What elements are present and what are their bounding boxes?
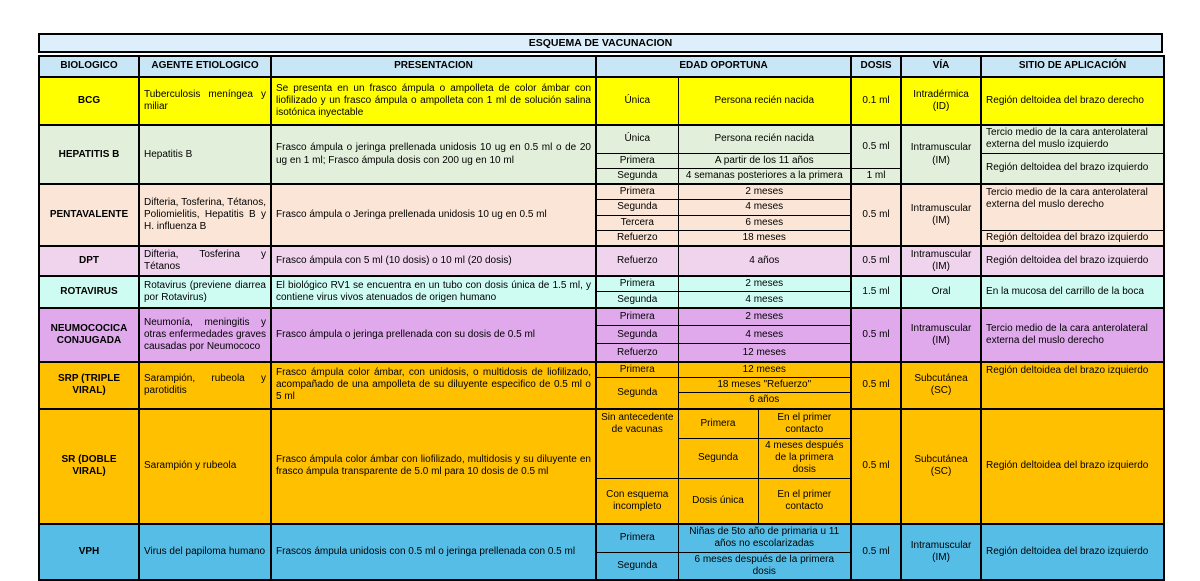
site-cell: Región deltoidea del brazo derecho <box>981 77 1164 125</box>
site-cell: Región deltoidea del brazo izquierdo <box>981 230 1164 246</box>
schedule-label-cell: Primera <box>596 184 678 200</box>
schedule-label-cell: Refuerzo <box>596 230 678 246</box>
row-bcg <box>39 77 1164 125</box>
schedule-label-cell: Segunda <box>596 326 678 344</box>
schedule-value-cell: 12 meses <box>678 362 851 378</box>
route-cell: Oral <box>901 276 981 308</box>
agent-cell: Difteria, Tosferina, Tétanos, Poliomielitis, Hepatitis B y H. influenza B <box>139 184 271 246</box>
vaccine-name: HEPATITIS B <box>39 125 139 184</box>
column-header-agente: AGENTE ETIOLOGICO <box>139 56 271 77</box>
schedule-value-cell: 12 meses <box>678 344 851 362</box>
schedule-group-cell: Sin antecedente de vacunas <box>596 409 678 479</box>
site-cell: Región deltoidea del brazo izquierdo <box>981 246 1164 276</box>
schedule-value-cell: 4 meses <box>678 200 851 215</box>
dose-cell: 0.5 ml <box>851 246 901 276</box>
vaccine-name: PENTAVALENTE <box>39 184 139 246</box>
header-row <box>39 56 1164 77</box>
row-hepatitis-b <box>39 125 1164 153</box>
route-cell: Intramuscular (IM) <box>901 125 981 184</box>
row-vph <box>39 524 1164 552</box>
dose-cell: 0.1 ml <box>851 77 901 125</box>
vaccination-schedule-sheet <box>38 33 1165 581</box>
route-cell: Subcutánea (SC) <box>901 362 981 409</box>
schedule-value-cell: 2 meses <box>678 276 851 292</box>
schedule-value-cell: 6 años <box>678 393 851 409</box>
column-header-biologico: BIOLOGICO <box>39 56 139 77</box>
schedule-label-cell: Refuerzo <box>596 246 678 276</box>
agent-cell: Difteria, Tosferina y Tétanos <box>139 246 271 276</box>
row-srp <box>39 362 1164 378</box>
row-sr <box>39 409 1164 439</box>
presentation-cell: Frasco ámpula o Jeringa prellenada unidosis 10 ug en 0.5 ml <box>271 184 596 246</box>
presentation-cell: Frasco ámpula o jeringa prellenada unidosis 10 ug en 0.5 ml o de 20 ug en 1 ml; Frasco ámpula dosis con 200 ug en 10 ml <box>271 125 596 184</box>
schedule-value-cell: 4 semanas posteriores a la primera <box>678 168 851 184</box>
schedule-value-cell: 6 meses después de la primera dosis <box>678 552 851 580</box>
schedule-value-cell: 4 años <box>678 246 851 276</box>
schedule-label-cell: Segunda <box>596 200 678 215</box>
schedule-label-cell: Primera <box>596 524 678 552</box>
agent-cell: Sarampión, rubeola y parotiditis <box>139 362 271 409</box>
row-neumococica <box>39 308 1164 326</box>
schedule-value-cell: 6 meses <box>678 215 851 230</box>
route-cell: Intramuscular (IM) <box>901 308 981 362</box>
schedule-label-cell: Primera <box>596 308 678 326</box>
schedule-label-cell: Segunda <box>596 168 678 184</box>
agent-cell: Rotavirus (previene diarrea por Rotavirus) <box>139 276 271 308</box>
schedule-label-cell: Primera <box>678 409 758 439</box>
schedule-label-cell: Única <box>596 125 678 153</box>
row-pentavalente <box>39 184 1164 200</box>
vaccine-name: ROTAVIRUS <box>39 276 139 308</box>
presentation-cell: Frasco ámpula color ámbar, con unidosis, o multidosis de liofilizado, acompañado de una ampolleta de su diluyente especifico de 0.5 ml o 5 ml <box>271 362 596 409</box>
site-cell: Región deltoidea del brazo izquierdo <box>981 362 1164 409</box>
schedule-label-cell: Tercera <box>596 215 678 230</box>
vaccine-name: BCG <box>39 77 139 125</box>
schedule-group-cell: Con esquema incompleto <box>596 478 678 524</box>
column-header-edad: EDAD OPORTUNA <box>596 56 851 77</box>
presentation-cell: Frasco ámpula color ámbar con liofilizado, multidosis y su diluyente en frasco ámpula transparente de 5.0 ml para 10 dosis de 0.5 ml <box>271 409 596 525</box>
route-cell: Subcutánea (SC) <box>901 409 981 525</box>
schedule-value-cell: 4 meses después de la primera dosis <box>758 439 851 479</box>
schedule-value-cell: A partir de los 11 años <box>678 153 851 168</box>
schedule-label-cell: Primera <box>596 276 678 292</box>
vaccine-name: SRP (TRIPLE VIRAL) <box>39 362 139 409</box>
dose-cell: 0.5 ml <box>851 409 901 525</box>
presentation-cell: Se presenta en un frasco ámpula o ampolleta de color ámbar con liofilizado y un frasco ámpula o ampolleta con 1 ml de solución salina isotónica inyectable <box>271 77 596 125</box>
schedule-label-cell: Dosis única <box>678 478 758 524</box>
schedule-label-cell: Segunda <box>596 552 678 580</box>
dose-cell: 0.5 ml <box>851 524 901 580</box>
schedule-label-cell: Refuerzo <box>596 344 678 362</box>
site-cell: Tercio medio de la cara anterolateral externa del muslo derecho <box>981 184 1164 230</box>
dose-cell: 0.5 ml <box>851 125 901 168</box>
dose-cell: 0.5 ml <box>851 308 901 362</box>
agent-cell: Neumonía, meningitis y otras enfermedades graves causadas por Neumococo <box>139 308 271 362</box>
presentation-cell: Frasco ámpula o jeringa prellenada con su dosis de 0.5 ml <box>271 308 596 362</box>
site-cell: Tercio medio de la cara anterolateral externa del muslo derecho <box>981 308 1164 362</box>
route-cell: Intradérmica (ID) <box>901 77 981 125</box>
column-header-via: VÍA <box>901 56 981 77</box>
column-header-dosis: DOSIS <box>851 56 901 77</box>
row-dpt <box>39 246 1164 276</box>
dose-cell: 0.5 ml <box>851 184 901 246</box>
schedule-label-cell: Segunda <box>596 292 678 308</box>
agent-cell: Tuberculosis meníngea y miliar <box>139 77 271 125</box>
schedule-value-cell: 4 meses <box>678 292 851 308</box>
vaccine-name: NEUMOCOCICA CONJUGADA <box>39 308 139 362</box>
dose-cell: 0.5 ml <box>851 362 901 409</box>
schedule-value-cell: 18 meses <box>678 230 851 246</box>
schedule-label-cell: Segunda <box>678 439 758 479</box>
vaccine-name: SR (DOBLE VIRAL) <box>39 409 139 525</box>
vaccine-name: DPT <box>39 246 139 276</box>
schedule-value-cell: Persona recién nacida <box>678 77 851 125</box>
schedule-value-cell: En el primer contacto <box>758 409 851 439</box>
schedule-value-cell: 2 meses <box>678 308 851 326</box>
schedule-value-cell: 2 meses <box>678 184 851 200</box>
route-cell: Intramuscular (IM) <box>901 184 981 246</box>
site-cell: Región deltoidea del brazo izquierdo <box>981 524 1164 580</box>
schedule-label-cell: Única <box>596 77 678 125</box>
column-header-sitio: SITIO DE APLICACIÓN <box>981 56 1164 77</box>
schedule-label-cell: Primera <box>596 362 678 378</box>
site-cell: Región deltoidea del brazo izquierdo <box>981 409 1164 525</box>
agent-cell: Hepatitis B <box>139 125 271 184</box>
schedule-value-cell: En el primer contacto <box>758 478 851 524</box>
vaccination-table <box>38 55 1165 581</box>
presentation-cell: Frasco ámpula con 5 ml (10 dosis) o 10 ml (20 dosis) <box>271 246 596 276</box>
column-header-presentacion: PRESENTACION <box>271 56 596 77</box>
route-cell: Intramuscular (IM) <box>901 246 981 276</box>
presentation-cell: El biológico RV1 se encuentra en un tubo con dosis única de 1.5 ml, y contiene virus vivos atenuados de origen humano <box>271 276 596 308</box>
row-rotavirus <box>39 276 1164 292</box>
table-title: ESQUEMA DE VACUNACION <box>38 33 1163 53</box>
agent-cell: Virus del papiloma humano <box>139 524 271 580</box>
schedule-label-cell: Primera <box>596 153 678 168</box>
agent-cell: Sarampión y rubeola <box>139 409 271 525</box>
dose-cell: 1 ml <box>851 168 901 184</box>
schedule-label-cell: Segunda <box>596 378 678 409</box>
presentation-cell: Frascos ámpula unidosis con 0.5 ml o jeringa prellenada con 0.5 ml <box>271 524 596 580</box>
schedule-value-cell: Persona recién nacida <box>678 125 851 153</box>
site-cell: En la mucosa del carrillo de la boca <box>981 276 1164 308</box>
route-cell: Intramuscular (IM) <box>901 524 981 580</box>
schedule-value-cell: 4 meses <box>678 326 851 344</box>
schedule-value-cell: 18 meses "Refuerzo" <box>678 378 851 393</box>
site-cell: Región deltoidea del brazo izquierdo <box>981 153 1164 184</box>
site-cell: Tercio medio de la cara anterolateral externa del muslo izquierdo <box>981 125 1164 153</box>
dose-cell: 1.5 ml <box>851 276 901 308</box>
vaccine-name: VPH <box>39 524 139 580</box>
schedule-value-cell: Niñas de 5to año de primaria u 11 años no escolarizadas <box>678 524 851 552</box>
